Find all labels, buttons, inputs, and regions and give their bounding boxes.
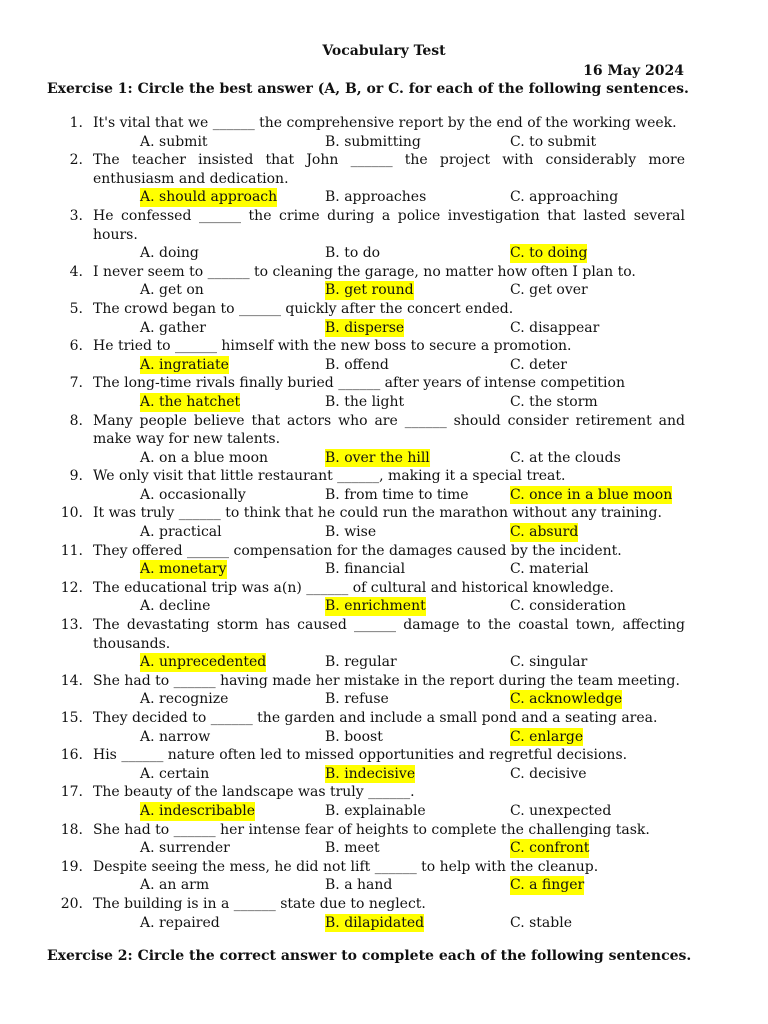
question-sentence: It's vital that we ______ the comprehensive report by the end of the working week. xyxy=(93,115,677,131)
option-c-highlighted[interactable]: C. a finger xyxy=(510,877,585,894)
question-item xyxy=(47,412,685,468)
question-sentence: He confessed ______ the crime during a police investigation that lasted several hours. xyxy=(93,207,685,243)
question-number: 10. xyxy=(60,505,83,522)
question-item xyxy=(47,151,685,207)
question-number: 20. xyxy=(60,895,83,912)
question-number: 9. xyxy=(69,468,83,485)
answer-options xyxy=(47,244,685,263)
question-item xyxy=(47,858,685,895)
question-item xyxy=(47,672,685,709)
option-c-highlighted[interactable]: C. confront xyxy=(510,840,590,857)
question-item xyxy=(47,783,685,820)
question-item xyxy=(47,207,685,263)
option-a[interactable]: A. practical xyxy=(140,524,222,541)
question-item xyxy=(47,300,685,337)
option-b-highlighted[interactable]: B. over the hill xyxy=(325,449,430,466)
question-number: 11. xyxy=(60,542,83,559)
question-item xyxy=(47,895,685,932)
question-text xyxy=(47,337,685,356)
answer-options xyxy=(47,839,685,858)
question-sentence: The teacher insisted that John ______ the project with considerably more enthusiasm and dedication. xyxy=(93,152,685,187)
answer-options xyxy=(47,486,685,505)
option-c[interactable]: C. the storm xyxy=(510,393,598,410)
option-a[interactable]: A. submit xyxy=(140,133,208,150)
question-number: 15. xyxy=(60,710,83,726)
question-text xyxy=(47,746,685,765)
option-b[interactable]: B. wise xyxy=(325,524,377,541)
question-number: 7. xyxy=(69,375,83,392)
question-sentence: The building is in a ______ state due to neglect. xyxy=(93,895,426,912)
question-number: 6. xyxy=(69,338,83,355)
question-sentence: It was truly ______ to think that he could run the marathon without any training. xyxy=(93,505,662,522)
option-b-highlighted[interactable]: B. get round xyxy=(325,282,414,299)
question-sentence: She had to ______ her intense fear of heights to complete the challenging task. xyxy=(93,821,650,838)
question-sentence: The crowd began to ______ quickly after the concert ended. xyxy=(93,300,514,317)
question-text xyxy=(47,207,685,244)
question-sentence: She had to ______ having made her mistake in the report during the team meeting. xyxy=(93,672,680,689)
option-c[interactable]: C. unexpected xyxy=(510,802,612,819)
question-sentence: I never seem to ______ to cleaning the garage, no matter how often I plan to. xyxy=(93,263,636,280)
question-number: 3. xyxy=(69,207,83,224)
question-text xyxy=(47,412,685,449)
question-text xyxy=(47,895,685,914)
option-b-highlighted[interactable]: B. enrichment xyxy=(325,598,426,615)
question-text xyxy=(47,151,685,188)
question-text xyxy=(47,467,685,486)
option-b[interactable]: B. refuse xyxy=(325,691,389,708)
option-a[interactable]: A. surrender xyxy=(140,840,230,857)
option-b-highlighted[interactable]: B. disperse xyxy=(325,319,405,336)
option-a[interactable]: A. gather xyxy=(140,319,206,336)
option-c[interactable]: C. disappear xyxy=(510,319,600,336)
answer-options xyxy=(47,876,685,895)
option-c-highlighted[interactable]: C. absurd xyxy=(510,524,579,541)
question-item xyxy=(47,504,685,541)
question-item xyxy=(47,821,685,858)
question-text xyxy=(47,374,685,393)
option-b[interactable]: B. offend xyxy=(325,356,389,373)
answer-options xyxy=(47,393,685,412)
option-b[interactable]: B. boost xyxy=(325,728,383,745)
question-text xyxy=(47,821,685,840)
answer-options xyxy=(47,728,685,747)
option-c[interactable]: C. singular xyxy=(510,654,588,671)
option-c[interactable]: C. consideration xyxy=(510,598,626,615)
question-item xyxy=(47,374,685,411)
question-number: 8. xyxy=(69,412,83,429)
question-list xyxy=(47,114,685,932)
question-item xyxy=(47,579,685,616)
option-b[interactable]: B. to do xyxy=(325,245,381,262)
question-text xyxy=(47,579,685,598)
question-text xyxy=(47,504,685,523)
option-a[interactable]: A. get on xyxy=(140,282,204,299)
question-text xyxy=(47,263,685,282)
page-title: Vocabulary Test xyxy=(322,43,446,59)
option-a[interactable]: A. recognize xyxy=(140,691,229,708)
question-text xyxy=(47,783,685,802)
question-item xyxy=(47,616,685,672)
answer-options xyxy=(47,802,685,821)
question-text xyxy=(47,672,685,691)
answer-options xyxy=(47,188,685,207)
question-item xyxy=(47,709,685,746)
answer-options xyxy=(47,449,685,468)
answer-options xyxy=(47,765,685,784)
question-item xyxy=(47,337,685,374)
question-number: 13. xyxy=(60,617,83,634)
question-sentence: They offered ______ compensation for the damages caused by the incident. xyxy=(93,542,622,559)
option-a[interactable]: A. decline xyxy=(140,598,211,615)
question-number: 14. xyxy=(60,672,83,689)
option-b[interactable]: B. from time to time xyxy=(325,486,469,503)
question-number: 1. xyxy=(69,115,83,131)
option-a[interactable]: A. occasionally xyxy=(140,486,246,503)
option-c[interactable]: C. material xyxy=(510,561,589,578)
answer-options xyxy=(47,319,685,338)
question-item xyxy=(47,467,685,504)
option-b[interactable]: B. explainable xyxy=(325,802,426,819)
option-c-highlighted[interactable]: C. to doing xyxy=(510,245,588,262)
answer-options xyxy=(47,560,685,579)
answer-options xyxy=(47,281,685,300)
option-c-highlighted[interactable]: C. acknowledge xyxy=(510,691,623,708)
option-c[interactable]: C. to submit xyxy=(510,133,597,150)
option-c[interactable]: C. stable xyxy=(510,914,572,931)
option-a[interactable]: A. an arm xyxy=(140,877,210,894)
option-c[interactable]: C. get over xyxy=(510,282,588,299)
question-sentence: Many people believe that actors who are ______ should consider retirement and make way for new talents. xyxy=(93,412,685,448)
option-c-highlighted[interactable]: C. enlarge xyxy=(510,728,584,745)
option-c[interactable]: C. at the clouds xyxy=(510,449,621,466)
option-b-highlighted[interactable]: B. indecisive xyxy=(325,765,416,782)
answer-options xyxy=(47,914,685,933)
answer-options xyxy=(47,523,685,542)
question-text xyxy=(47,616,685,653)
option-c[interactable]: C. decisive xyxy=(510,765,587,782)
question-sentence: Despite seeing the mess, he did not lift ______ to help with the cleanup. xyxy=(93,858,599,875)
question-sentence: The devastating storm has caused ______ damage to the coastal town, affecting thousands. xyxy=(93,617,685,652)
option-a-highlighted[interactable]: A. indescribable xyxy=(140,802,255,819)
question-sentence: His ______ nature often led to missed opportunities and regretful decisions. xyxy=(93,747,628,764)
question-text xyxy=(47,542,685,561)
answer-options xyxy=(47,597,685,616)
question-sentence: He tried to ______ himself with the new boss to secure a promotion. xyxy=(93,338,572,355)
option-a-highlighted[interactable]: A. ingratiate xyxy=(140,356,229,373)
option-b[interactable]: B. the light xyxy=(325,393,405,410)
question-text xyxy=(47,709,685,728)
question-sentence: The long-time rivals finally buried ______ after years of intense competition xyxy=(93,375,625,392)
option-c[interactable]: C. approaching xyxy=(510,189,619,206)
question-number: 12. xyxy=(60,579,83,596)
answer-options xyxy=(47,133,685,152)
answer-options xyxy=(47,356,685,375)
option-b[interactable]: B. meet xyxy=(325,840,380,857)
answer-options xyxy=(47,690,685,709)
question-sentence: We only visit that little restaurant ______, making it a special treat. xyxy=(93,468,566,485)
option-a[interactable]: A. on a blue moon xyxy=(140,449,269,466)
option-a-highlighted[interactable]: A. monetary xyxy=(140,561,227,578)
answer-options xyxy=(47,653,685,672)
question-number: 5. xyxy=(69,300,83,317)
option-b-highlighted[interactable]: B. dilapidated xyxy=(325,914,425,931)
option-a[interactable]: A. narrow xyxy=(140,728,211,745)
option-c[interactable]: C. deter xyxy=(510,356,567,373)
option-b[interactable]: B. approaches xyxy=(325,189,427,206)
question-item xyxy=(47,746,685,783)
question-item xyxy=(47,263,685,300)
question-text xyxy=(47,858,685,877)
question-item xyxy=(47,114,685,151)
question-sentence: The beauty of the landscape was truly ______. xyxy=(93,784,415,801)
question-item xyxy=(47,542,685,579)
option-c-highlighted[interactable]: C. once in a blue moon xyxy=(510,486,673,503)
question-text xyxy=(47,114,685,133)
option-b[interactable]: B. submitting xyxy=(325,133,421,150)
question-sentence: The educational trip was a(n) ______ of cultural and historical knowledge. xyxy=(93,579,614,596)
option-a-highlighted[interactable]: A. unprecedented xyxy=(140,654,267,671)
question-sentence: They decided to ______ the garden and include a small pond and a seating area. xyxy=(93,710,658,726)
question-number: 4. xyxy=(69,263,83,280)
option-b[interactable]: B. a hand xyxy=(325,877,393,894)
option-a[interactable]: A. doing xyxy=(140,245,199,262)
question-number: 18. xyxy=(60,821,83,838)
test-date: 16 May 2024 xyxy=(583,63,684,79)
option-a[interactable]: A. repaired xyxy=(140,914,220,931)
option-a-highlighted[interactable]: A. the hatchet xyxy=(140,393,241,410)
exercise-2-heading: Exercise 2: Circle the correct answer to complete each of the following sentences. xyxy=(47,948,692,964)
option-b[interactable]: B. financial xyxy=(325,561,406,578)
option-b[interactable]: B. regular xyxy=(325,654,397,671)
question-number: 16. xyxy=(60,747,83,764)
option-a-highlighted[interactable]: A. should approach xyxy=(140,189,278,206)
option-a[interactable]: A. certain xyxy=(140,765,210,782)
question-number: 2. xyxy=(69,152,83,169)
exercise-1-heading: Exercise 1: Circle the best answer (A, B, or C. for each of the following sentences. xyxy=(47,81,689,97)
question-number: 19. xyxy=(60,858,83,875)
question-number: 17. xyxy=(60,784,83,801)
question-text xyxy=(47,300,685,319)
